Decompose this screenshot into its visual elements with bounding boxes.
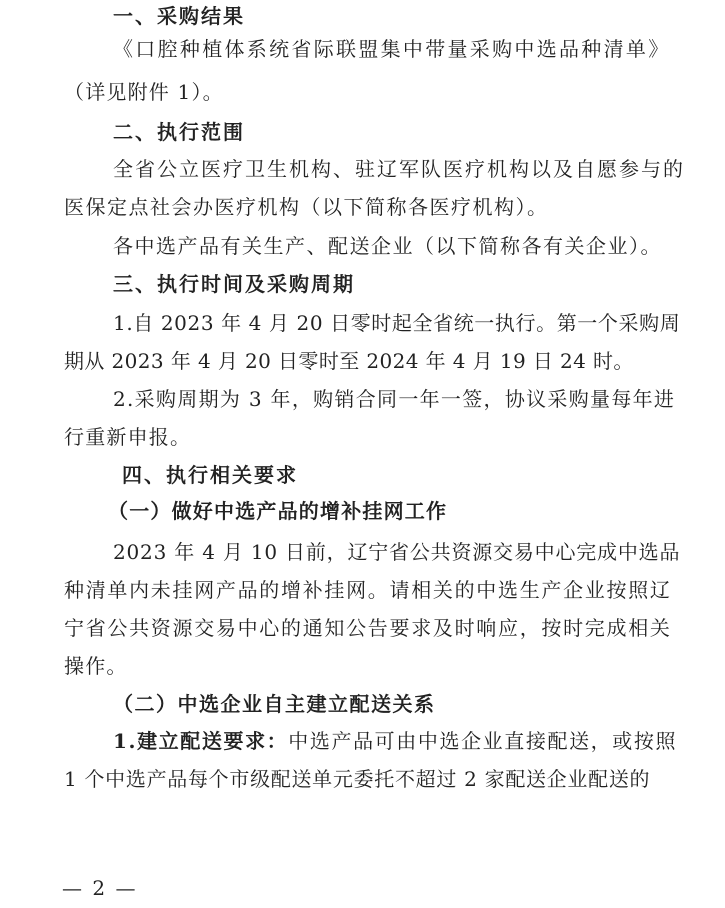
section-3-text-line: 1.自 2023 年 4 月 20 日零时起全省统一执行。第一个采购周 [113, 311, 681, 335]
section-3-text-line: 2.采购周期为 3 年，购销合同一年一签，协议采购量每年进 [113, 387, 676, 411]
section-1-text-line: 《口腔种植体系统省际联盟集中带量采购中选品种清单》 [113, 37, 671, 61]
section-4-text-line: 1 个中选产品每个市级配送单元委托不超过 2 家配送企业配送的 [64, 767, 651, 791]
section-2-text-line: 医保定点社会办医疗机构（以下简称各医疗机构）。 [64, 195, 549, 219]
section-4-text-line: 种清单内未挂网产品的增补挂网。请相关的中选生产企业按照辽 [64, 578, 672, 602]
requirement-text: 中选产品可由中选企业直接配送，或按照 [288, 729, 678, 753]
section-4-text-line: 宁省公共资源交易中心的通知公告要求及时响应，按时完成相关 [64, 616, 672, 640]
section-4-subheading-1: （一）做好中选产品的增补挂网工作 [108, 499, 448, 523]
section-4-text-line: 2023 年 4 月 10 日前，辽宁省公共资源交易中心完成中选品 [113, 540, 681, 564]
section-4-heading: 四、执行相关要求 [122, 463, 298, 487]
section-1-heading: 一、采购结果 [113, 4, 245, 28]
section-4-text-line: 操作。 [64, 654, 128, 678]
page-number: — 2 — [62, 876, 138, 900]
section-3-text-line: 行重新申报。 [64, 425, 192, 449]
section-4-text-line [113, 727, 677, 755]
section-2-text-line: 全省公立医疗卫生机构、驻辽军队医疗机构以及自愿参与的 [113, 157, 685, 181]
section-2-text-line: 各中选产品有关生产、配送企业（以下简称各有关企业）。 [113, 234, 662, 258]
section-3-text-line: 期从 2023 年 4 月 20 日零时至 2024 年 4 月 19 日 24 时。 [64, 349, 634, 373]
section-3-heading: 三、执行时间及采购周期 [113, 272, 355, 296]
section-4-subheading-2: （二）中选企业自主建立配送关系 [113, 692, 436, 716]
section-1-text-line: （详见附件 1）。 [64, 80, 224, 104]
requirement-label: 1.建立配送要求： [113, 729, 289, 753]
section-2-heading: 二、执行范围 [113, 120, 245, 144]
